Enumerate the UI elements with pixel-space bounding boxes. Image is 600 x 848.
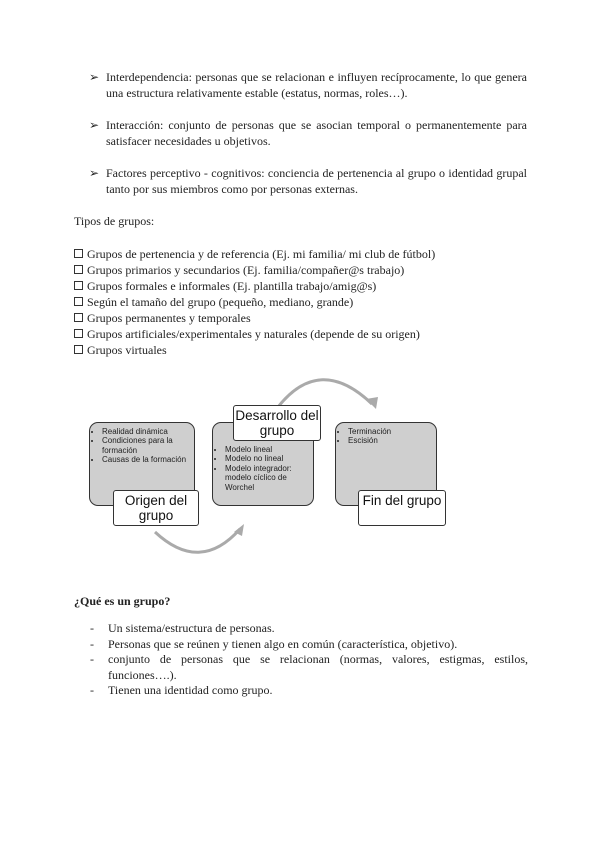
definition-text: conjunto de personas que se relacionan (normas, valores, estigmas, estilos, funciones….). <box>108 652 528 682</box>
definition-text: Tienen una identidad como grupo. <box>108 683 273 697</box>
type-item <box>74 246 600 262</box>
dash-bullet: - <box>90 636 94 651</box>
stage-item: • Modelo integrador: modelo cíclico de Worchel <box>225 464 309 493</box>
characteristic-text: Factores perceptivo - cognitivos: conciencia de pertenencia al grupo o identidad grupal tanto por sus miembros como por personas externas. <box>106 166 527 196</box>
stage-item: • Condiciones para la formación <box>102 436 190 455</box>
type-text: Grupos permanentes y temporales <box>87 310 251 325</box>
checkbox-icon <box>74 265 83 274</box>
type-item <box>74 310 600 326</box>
arrow-bullet-icon: ➢ <box>89 118 100 132</box>
stage-item: • Terminación <box>348 427 432 437</box>
type-item <box>74 326 600 342</box>
dash-bullet: - <box>90 652 94 666</box>
group-lifecycle-diagram <box>0 374 600 584</box>
type-text: Grupos artificiales/experimentales y naturales (depende de su origen) <box>87 326 420 341</box>
dash-bullet: - <box>90 621 94 635</box>
arrow-head-top <box>366 397 378 409</box>
checkbox-icon <box>74 297 83 306</box>
curved-arrow-top <box>278 379 372 406</box>
stage-item: • Realidad dinámica <box>102 427 190 437</box>
type-text: Grupos formales e informales (Ej. plantilla trabajo/amig@s) <box>87 278 377 293</box>
definition-item <box>90 652 528 683</box>
checkbox-icon <box>74 281 83 290</box>
type-text: Grupos primarios y secundarios (Ej. familia/compañer@s trabajo) <box>87 262 405 277</box>
stage-item: • Escisión <box>348 436 432 446</box>
type-text: Según el tamaño del grupo (pequeño, mediano, grande) <box>87 294 354 309</box>
checkbox-icon <box>74 329 83 338</box>
definition-item <box>90 683 528 699</box>
type-item <box>74 278 600 294</box>
curved-arrow-bottom <box>155 529 240 552</box>
dash-bullet: - <box>90 683 94 697</box>
definition-text: Personas que se reúnen y tienen algo en común (característica, objetivo). <box>108 636 458 651</box>
stage-item: • Modelo no lineal <box>225 454 309 464</box>
arrow-bullet-icon: ➢ <box>89 166 100 180</box>
characteristic-item <box>89 70 527 101</box>
type-item <box>74 342 600 358</box>
stage-item: • Modelo lineal <box>225 445 309 455</box>
type-item <box>74 294 600 310</box>
types-heading: Tipos de grupos: <box>74 214 155 228</box>
stage-title-end: Fin del grupo <box>358 490 446 526</box>
question-heading: ¿Qué es un grupo? <box>74 593 171 608</box>
characteristic-text: Interacción: conjunto de personas que se asocian temporal o permanentemente para satisfacer necesidades u objetivos. <box>106 118 527 148</box>
type-item <box>74 262 600 278</box>
definition-item <box>90 637 528 653</box>
arrow-bullet-icon: ➢ <box>89 70 100 84</box>
stage-title-development: Desarrollo del grupo <box>233 405 321 441</box>
definition-item <box>90 621 528 637</box>
definition-text: Un sistema/estructura de personas. <box>108 621 275 635</box>
checkbox-icon <box>74 313 83 322</box>
characteristic-item <box>89 118 527 149</box>
characteristic-text: Interdependencia: personas que se relacionan e influyen recíprocamente, lo que genera una estructura relativamente estable (estatus, normas, roles…). <box>106 70 527 100</box>
type-text: Grupos virtuales <box>87 342 167 357</box>
characteristic-item <box>89 166 527 197</box>
checkbox-icon <box>74 345 83 354</box>
stage-title-origin: Origen del grupo <box>113 490 199 526</box>
checkbox-icon <box>74 249 83 258</box>
type-text: Grupos de pertenencia y de referencia (Ej. mi familia/ mi club de fútbol) <box>87 246 436 261</box>
stage-item: • Causas de la formación <box>102 455 190 465</box>
